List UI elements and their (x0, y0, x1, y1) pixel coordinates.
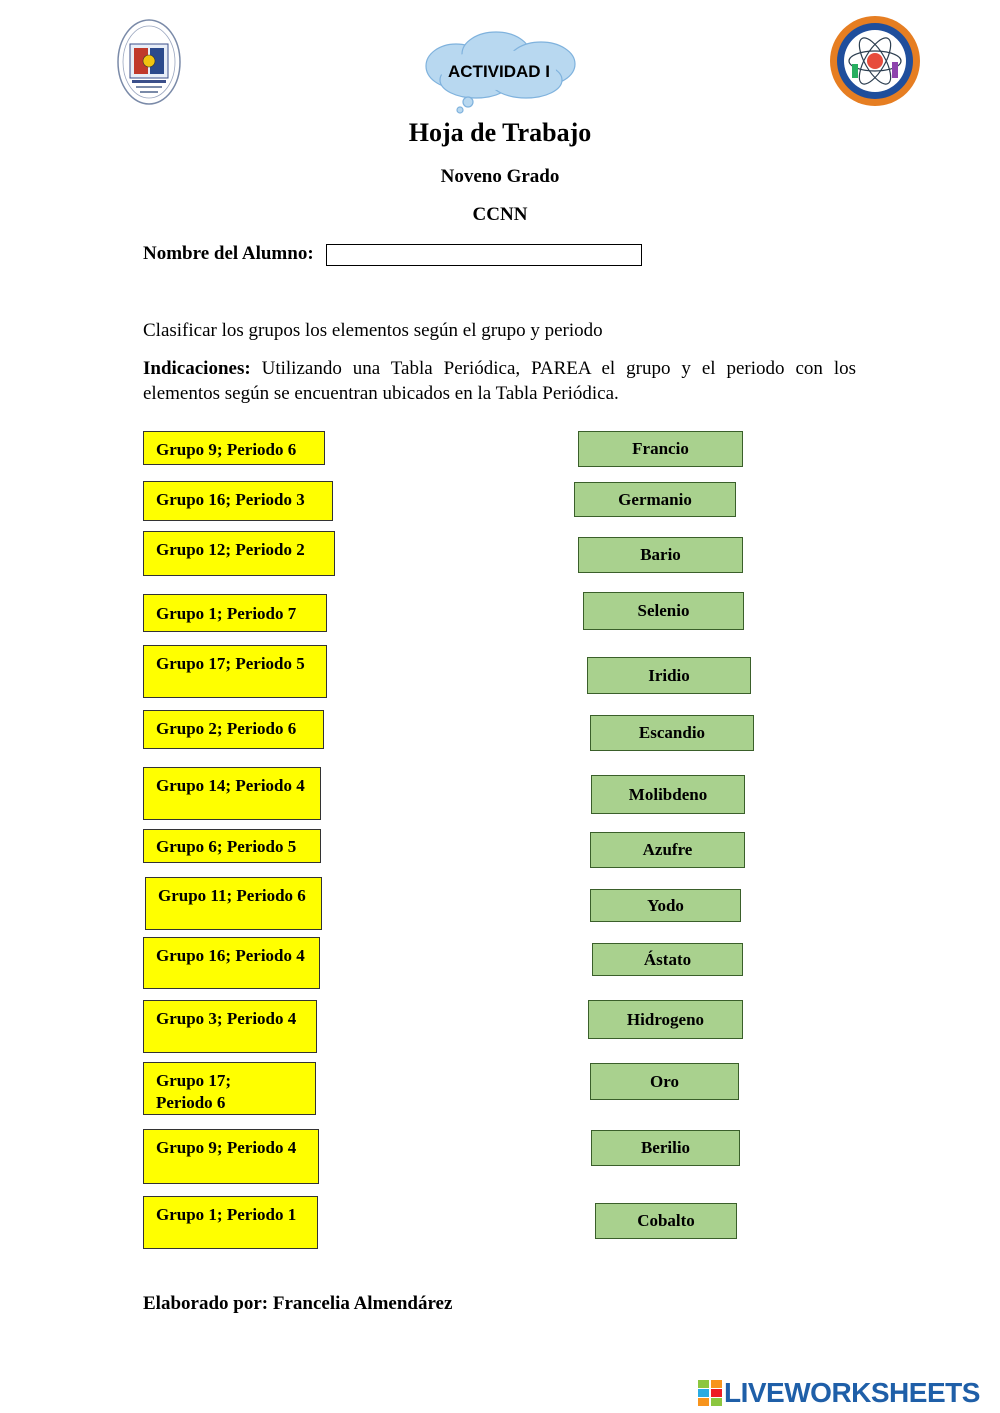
activity-label: ACTIVIDAD I (448, 62, 550, 81)
indications-paragraph (143, 356, 856, 406)
element-box[interactable]: Berilio (591, 1130, 740, 1166)
group-box[interactable]: Grupo 9; Periodo 4 (143, 1129, 319, 1184)
grade-label: Noveno Grado (440, 166, 560, 187)
liveworksheets-brand (698, 1378, 980, 1408)
group-box[interactable]: Grupo 2; Periodo 6 (143, 710, 324, 749)
element-box[interactable]: Francio (578, 431, 743, 467)
element-box[interactable]: Oro (590, 1063, 739, 1100)
indications-label: Indicaciones: (143, 358, 251, 379)
page-title: Hoja de Trabajo (408, 118, 592, 147)
group-box[interactable]: Grupo 1; Periodo 1 (143, 1196, 318, 1249)
element-box[interactable]: Bario (578, 537, 743, 573)
element-box[interactable]: Molibdeno (591, 775, 745, 814)
liveworksheets-logo-icon (698, 1380, 722, 1406)
element-box[interactable]: Iridio (587, 657, 751, 694)
liveworksheets-text: LIVEWORKSHEETS (724, 1377, 980, 1408)
subject-label: CCNN (472, 204, 528, 225)
group-box[interactable]: Grupo 16; Periodo 3 (143, 481, 333, 521)
author-credit: Elaborado por: Francelia Almendárez (143, 1293, 453, 1314)
group-box[interactable]: Grupo 3; Periodo 4 (143, 1000, 317, 1053)
indications-text: Utilizando una Tabla Periódica, PAREA el grupo y el periodo con los elementos según se encuentran ubicados en la Tabla Periódica. (143, 358, 856, 404)
element-box[interactable]: Hidrogeno (588, 1000, 743, 1039)
element-box[interactable]: Azufre (590, 832, 745, 868)
element-box[interactable]: Selenio (583, 592, 744, 630)
element-box[interactable]: Ástato (592, 943, 743, 976)
group-box[interactable]: Grupo 17; Periodo 6 (143, 1062, 316, 1115)
group-box[interactable]: Grupo 12; Periodo 2 (143, 531, 335, 576)
student-name-input[interactable] (326, 244, 642, 266)
group-box[interactable]: Grupo 1; Periodo 7 (143, 594, 327, 632)
group-box[interactable]: Grupo 6; Periodo 5 (143, 829, 321, 863)
group-box[interactable]: Grupo 16; Periodo 4 (143, 937, 320, 989)
group-box[interactable]: Grupo 11; Periodo 6 (145, 877, 322, 930)
science-logo (828, 14, 922, 108)
student-name-label: Nombre del Alumno: (143, 243, 314, 264)
element-box[interactable]: Yodo (590, 889, 741, 922)
element-box[interactable]: Germanio (574, 482, 736, 517)
element-box[interactable]: Cobalto (595, 1203, 737, 1239)
element-box[interactable]: Escandio (590, 715, 754, 751)
group-box[interactable]: Grupo 9; Periodo 6 (143, 431, 325, 465)
classify-instruction: Clasificar los grupos los elementos según el grupo y periodo (143, 320, 603, 341)
school-logo (116, 18, 182, 106)
group-box[interactable]: Grupo 14; Periodo 4 (143, 767, 321, 820)
group-box[interactable]: Grupo 17; Periodo 5 (143, 645, 327, 698)
